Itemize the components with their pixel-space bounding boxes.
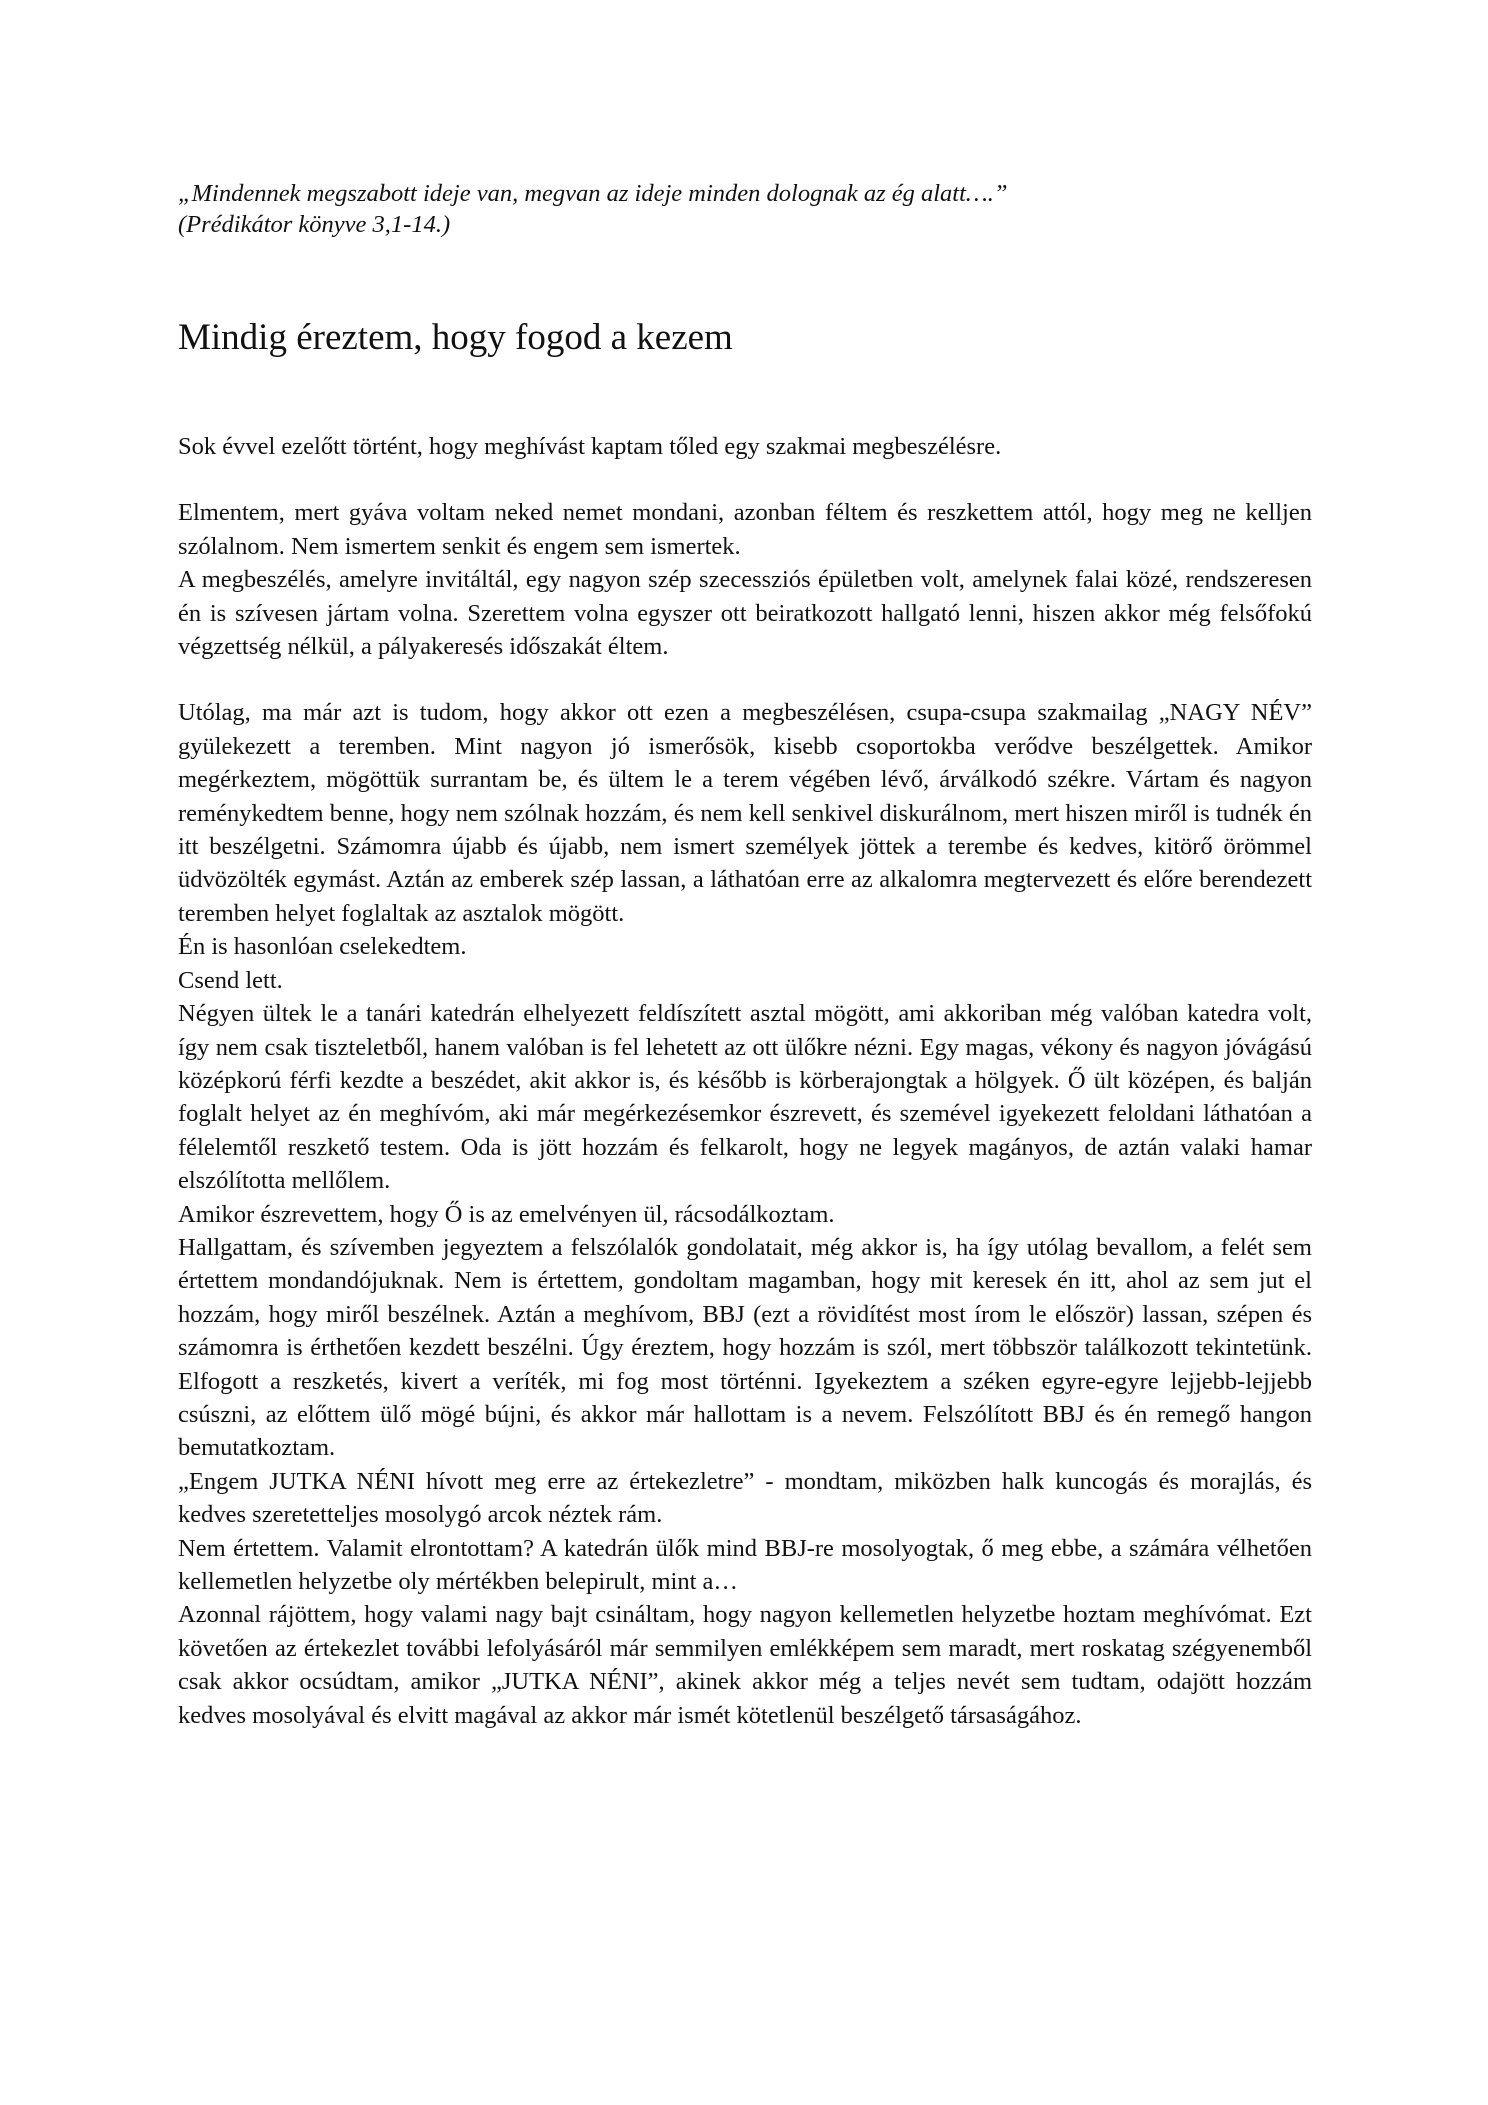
paragraph: Utólag, ma már azt is tudom, hogy akkor ott ezen a megbeszélésen, csupa-csupa szakmailag „NAGY NÉV” gyülekezett a teremben. Mint nagyon jó ismerősök, kisebb csoportokba verődve beszélgettek. Amikor megérkeztem, mögöttük surrantam be, és ültem le a terem végében lévő, árválkodó székre. Vártam és nagyon reménykedtem benne, hogy nem szólnak hozzám, és nem kell senkivel diskurálnom, mert hiszen miről is tudnék én itt beszélgetni. Számomra újabb és újabb, nem ismert személyek jöttek a terembe és kedves, kitörő örömmel üdvözölték egymást. Aztán az emberek szép lassan, a láthatóan erre az alkalomra megtervezett és előre berendezett teremben helyet foglaltak az asztalok mögött. [178, 699, 1312, 927]
paragraph: Elmentem, mert gyáva voltam neked nemet mondani, azonban féltem és reszkettem attól, hogy meg ne kelljen szólalnom. Nem ismertem senkit és engem sem ismertek. [178, 499, 1312, 560]
epigraph-quote: „Mindennek megszabott ideje van, megvan az ideje minden dolognak az ég alatt….” [178, 180, 1008, 207]
paragraph: Hallgattam, és szívemben jegyeztem a felszólalók gondolatait, még akkor is, ha így utólag bevallom, a felét sem értettem mondandójuknak. Nem is értettem, gondoltam magamban, hogy mit keresek én itt, ahol az sem jut el hozzám, hogy miről beszélnek. Aztán a meghívom, BBJ (ezt a rövidítést most írom le először) lassan, szépen és számomra is érthetően kezdett beszélni. Úgy éreztem, hogy hozzám is szól, mert többször találkozott tekintetünk. Elfogott a reszketés, kivert a veríték, mi fog most történni. Igyekeztem a széken egyre-egyre lejjebb-lejjebb csúszni, az előttem ülő mögé bújni, és akkor már hallottam is a nevem. Felszólított BBJ és én remegő hangon bemutatkoztam. [178, 1233, 1312, 1462]
paragraph: Nem értettem. Valamit elrontottam? A katedrán ülők mind BBJ-re mosolyogtak, ő meg ebbe, a számára vélhetően kellemetlen helyzetbe oly mértékben belepirult, mint a… [178, 1534, 1312, 1595]
epigraph [178, 178, 1312, 240]
page-title: Mindig éreztem, hogy fogod a kezem [178, 317, 733, 358]
paragraph: Sok évvel ezelőtt történt, hogy meghívást kaptam tőled egy szakmai megbeszélésre. [178, 433, 1002, 460]
document-body [178, 430, 1312, 1732]
paragraph: Én is hasonlóan cselekedtem. [178, 933, 467, 961]
document-page [178, 178, 1312, 1729]
paragraph: Négyen ültek le a tanári katedrán elhelyezett feldíszített asztal mögött, ami akkoriban még valóban katedra volt, így nem csak tiszteletből, hanem valóban is fel lehetett az ott ülőkre nézni. Egy magas, vékony és nagyon jóvágású középkorú férfi kezdte a beszédet, akit akkor is, és később is körberajongtak a hölgyek. Ő ült középen, és balján foglalt helyet az én meghívóm, aki már megérkezésemkor észrevett, és szemével igyekezett feloldani láthatóan a félelemtől reszkető testem. Oda is jött hozzám és felkarolt, hogy ne legyek magányos, de aztán valaki hamar elszólította mellőlem. [178, 1000, 1312, 1195]
paragraph: Amikor észrevettem, hogy Ő is az emelvényen ül, rácsodálkoztam. [178, 1200, 835, 1228]
paragraph: Azonnal rájöttem, hogy valami nagy bajt csináltam, hogy nagyon kellemetlen helyzetbe hoztam meghívómat. Ezt követően az értekezlet további lefolyásáról már semmilyen emlékképem sem maradt, mert roskatag szégyenemből csak akkor ocsúdtam, amikor „JUTKA NÉNI”, akinek akkor még a teljes nevét sem tudtam, odajött hozzám kedves mosolyával és elvitt magával az akkor már ismét kötetlenül beszélgető társaságához. [178, 1601, 1312, 1729]
paragraph: Csend lett. [178, 966, 283, 994]
epigraph-source: (Prédikátor könyve 3,1-14.) [178, 211, 451, 238]
paragraph: A megbeszélés, amelyre invitáltál, egy nagyon szép szecessziós épületben volt, amelynek falai közé, rendszeresen én is szívesen jártam volna. Szerettem volna egyszer ott beiratkozott hallgató lenni, hiszen akkor még felsőfokú végzettség nélkül, a pályakeresés időszakát éltem. [178, 566, 1312, 661]
paragraph: „Engem JUTKA NÉNI hívott meg erre az értekezletre” - mondtam, miközben halk kuncogás és morajlás, és kedves szeretetteljes mosolygó arcok néztek rám. [178, 1467, 1312, 1529]
